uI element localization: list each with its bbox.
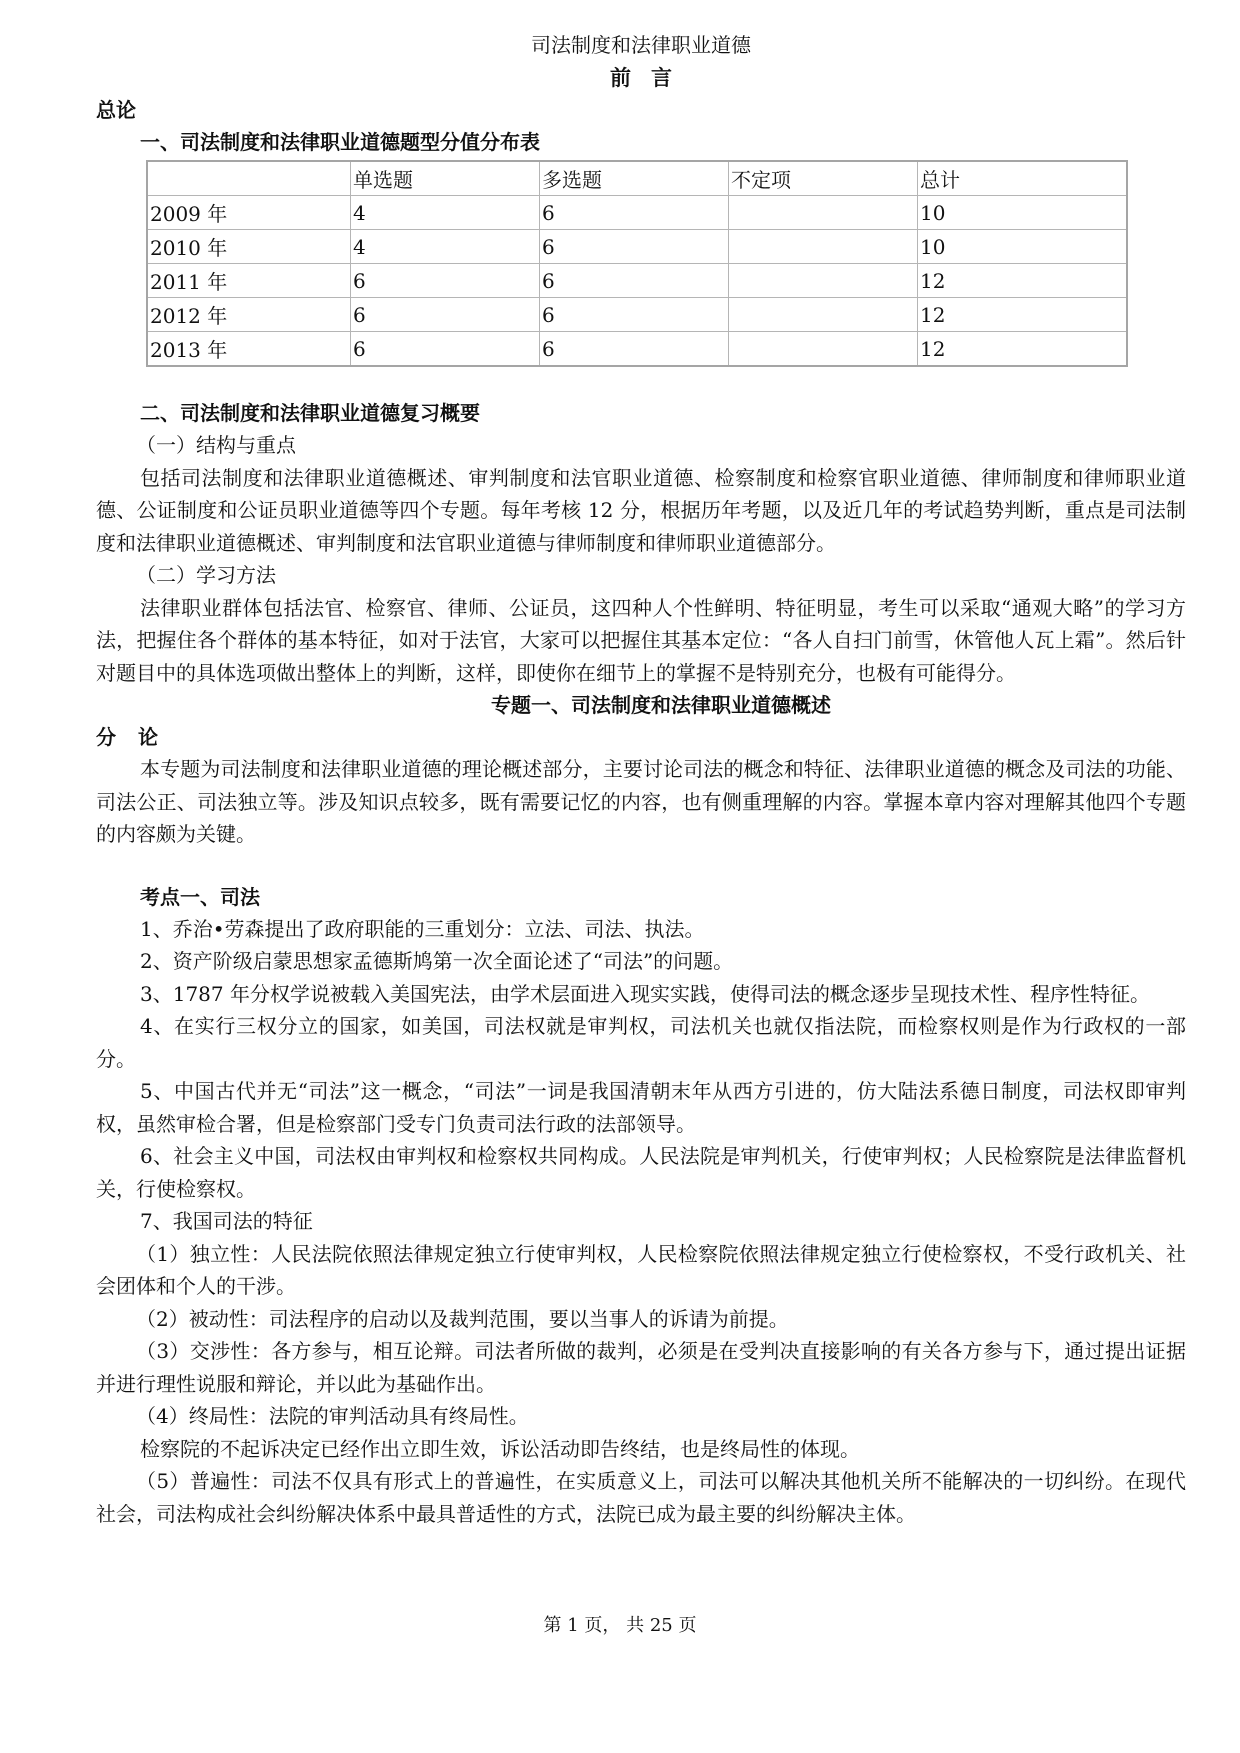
- table-cell: 10: [918, 196, 1128, 230]
- table-cell: 2010 年: [147, 230, 351, 264]
- list-item: 1、乔治•劳森提出了政府职能的三重划分：立法、司法、执法。: [140, 916, 705, 941]
- table-header-cell: [147, 161, 351, 196]
- table-cell: 6: [540, 264, 729, 298]
- table-cell: 6: [540, 230, 729, 264]
- list-item: 5、中国古代并无“司法”这一概念，“司法”一词是我国清朝末年从西方引进的，仿大陆法系德日制度，司法权即审判权，虽然审检合署，但是检察部门受专门负责司法行政的法部领导。: [96, 1079, 1186, 1136]
- table-header-cell: 不定项: [729, 161, 918, 196]
- list-item: 6、社会主义中国，司法权由审判权和检察权共同构成。人民法院是审判机关，行使审判权；人民检察院是法律监督机关，行使检察权。: [96, 1144, 1186, 1201]
- overview-heading: 总论: [96, 98, 136, 122]
- table-row: [147, 264, 1127, 298]
- table-cell: [729, 264, 918, 298]
- table-cell: 10: [918, 230, 1128, 264]
- page-footer: 第 1 页， 共 25 页: [543, 1615, 697, 1636]
- subsection-heading: 分论: [96, 725, 180, 749]
- structure-paragraph: 包括司法制度和法律职业道德概述、审判制度和法官职业道德、检察制度和检察官职业道德、律师制度和律师职业道德、公证制度和公证员职业道德等四个专题。每年考核 12 分，根据历年考题，以及近几年的考试趋势判断，重点是司法制度和法律职业道德概述、审判制度和法官职业道德与律师制度和律师职业道德部分。: [96, 465, 1186, 555]
- table-cell: 4: [351, 230, 540, 264]
- table-cell: [729, 196, 918, 230]
- list-item: 4、在实行三权分立的国家，如美国，司法权就是审判权，司法机关也就仅指法院，而检察权则是作为行政权的一部分。: [96, 1014, 1186, 1071]
- document-title: 司法制度和法律职业道德: [531, 33, 751, 57]
- table-cell: [729, 332, 918, 367]
- feature-item: （3）交涉性：各方参与，相互论辩。司法者所做的裁判，必须是在受判决直接影响的有关各方参与下，通过提出证据并进行理性说服和辩论，并以此为基础作出。: [96, 1339, 1186, 1396]
- table-cell: 6: [540, 332, 729, 367]
- table-cell: 2009 年: [147, 196, 351, 230]
- finality-note: 检察院的不起诉决定已经作出立即生效，诉讼活动即告终结，也是终局性的体现。: [140, 1436, 860, 1461]
- method-heading: （二）学习方法: [136, 563, 276, 587]
- document-page: [96, 28, 1186, 1530]
- table-row: [147, 298, 1127, 332]
- table-header-cell: 单选题: [351, 161, 540, 196]
- list-item: 7、我国司法的特征: [140, 1209, 313, 1233]
- table-cell: [729, 230, 918, 264]
- table-cell: 2011 年: [147, 264, 351, 298]
- table-cell: 6: [540, 196, 729, 230]
- table-header-cell: 多选题: [540, 161, 729, 196]
- table-cell: 12: [918, 298, 1128, 332]
- table-cell: 6: [351, 264, 540, 298]
- table-row: [147, 230, 1127, 264]
- list-item: 3、1787 年分权学说被载入美国宪法，由学术层面进入现实实践，使得司法的概念逐步呈现技术性、程序性特征。: [140, 981, 1150, 1006]
- table-header-row: [147, 161, 1127, 196]
- table-cell: 4: [351, 196, 540, 230]
- table-cell: 2013 年: [147, 332, 351, 367]
- table-row: [147, 196, 1127, 230]
- table-cell: 6: [351, 298, 540, 332]
- topic-heading: 专题一、司法制度和法律职业道德概述: [491, 693, 831, 717]
- preface-heading: 前言: [610, 65, 692, 90]
- feature-item: （1）独立性：人民法院依照法律规定独立行使审判权，人民检察院依照法律规定独立行使检察权，不受行政机关、社会团体和个人的干涉。: [96, 1241, 1186, 1298]
- feature-item: （2）被动性：司法程序的启动以及裁判范围，要以当事人的诉请为前提。: [136, 1306, 789, 1331]
- point-heading: 考点一、司法: [140, 884, 260, 909]
- review-heading: 二、司法制度和法律职业道德复习概要: [140, 401, 480, 425]
- table-cell: 12: [918, 332, 1128, 367]
- method-paragraph: 法律职业群体包括法官、检察官、律师、公证员，这四种人个性鲜明、特征明显，考生可以采取“通观大略”的学习方法，把握住各个群体的基本特征，如对于法官，大家可以把握住其基本定位：“各人自扫门前雪，休管他人瓦上霜”。然后针对题目中的具体选项做出整体上的判断，这样，即使你在细节上的掌握不是特别充分，也极有可能得分。: [96, 595, 1186, 685]
- table-cell: 6: [540, 298, 729, 332]
- table-cell: [729, 298, 918, 332]
- feature-item: （5）普遍性：司法不仅具有形式上的普遍性，在实质意义上，司法可以解决其他机关所不能解决的一切纠纷。在现代社会，司法构成社会纠纷解决体系中最具普适性的方式，法院已成为最主要的纠纷解决主体。: [96, 1469, 1186, 1526]
- list-item: 2、资产阶级启蒙思想家孟德斯鸠第一次全面论述了“司法”的问题。: [140, 949, 734, 973]
- table-header-cell: 总计: [918, 161, 1128, 196]
- table-cell: 6: [351, 332, 540, 367]
- table-heading: 一、司法制度和法律职业道德题型分值分布表: [140, 130, 540, 154]
- table-cell: 2012 年: [147, 298, 351, 332]
- topic-intro-paragraph: 本专题为司法制度和法律职业道德的理论概述部分，主要讨论司法的概念和特征、法律职业道德的概念及司法的功能、司法公正、司法独立等。涉及知识点较多，既有需要记忆的内容，也有侧重理解的内容。掌握本章内容对理解其他四个专题的内容颇为关键。: [96, 757, 1186, 846]
- structure-heading: （一）结构与重点: [136, 433, 296, 457]
- feature-item: （4）终局性：法院的审判活动具有终局性。: [136, 1404, 529, 1428]
- score-distribution-table: [146, 160, 1128, 367]
- table-row: [147, 332, 1127, 367]
- table-cell: 12: [918, 264, 1128, 298]
